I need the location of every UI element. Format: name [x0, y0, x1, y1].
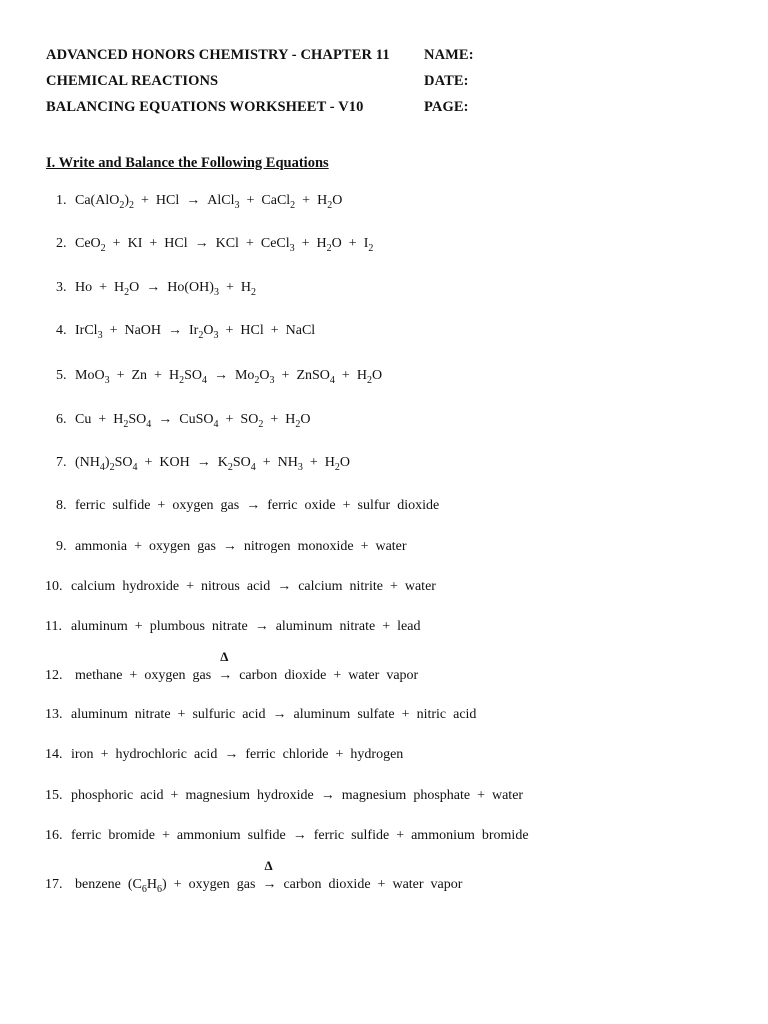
date-label: DATE: — [424, 73, 469, 89]
problem-number: 5. — [56, 368, 67, 383]
equation-text: IrCl$_3$ + NaOH → $Ir_2O_3$ + HCl + NaCl — [75, 323, 316, 341]
problem-item — [45, 618, 420, 636]
problem-number: 9. — [56, 539, 67, 554]
name-label: NAME: — [424, 47, 474, 63]
problem-item — [45, 706, 476, 724]
problem-item — [56, 235, 373, 253]
problem-number: 2. — [56, 236, 67, 251]
problem-item — [45, 746, 403, 764]
equation-text: aluminum nitrate + sulfuric acid → aluminum sulfate + nitric acid — [71, 707, 477, 722]
problem-item — [56, 367, 382, 385]
equation-text: methane + oxygen gas → carbon dioxide + water vapor — [75, 668, 419, 683]
equation-text: calcium hydroxide + nitrous acid → calcium nitrite + water — [71, 579, 436, 594]
section-title: I. Write and Balance the Following Equations — [46, 155, 329, 171]
equation-text: benzene $(C_6H_6)$ + oxygen gas → carbon dioxide + water vapor — [75, 877, 463, 895]
equation-text: $MoO_3 + Zn + H_2SO_4 \to Mo_2O_3$ + ZnSO$_4$ + $H_2O$ — [75, 368, 383, 386]
problem-number: 7. — [56, 455, 67, 470]
problem-item — [45, 787, 523, 805]
problem-number: 14. — [45, 747, 63, 762]
problem-number: 13. — [45, 707, 63, 722]
problem-number: 12. — [45, 668, 63, 683]
equation-text: ferric sulfide + oxygen gas → ferric oxide + sulfur dioxide — [75, 498, 440, 513]
equation-text: $Ca(AlO_2)_2$ + HCl → AlCl$_3$ + CaCl$_2$ + $H_2O$ — [75, 193, 343, 211]
heat-delta-symbol: Δ — [220, 649, 229, 664]
problem-item — [56, 279, 256, 297]
equation-text: CeO$_2$ + KI + HCl → KCl + CeCl$_3$ + $H_2O + I_2$ — [75, 236, 374, 254]
equation-text: aluminum + plumbous nitrate → aluminum nitrate + lead — [71, 619, 421, 634]
equation-text: iron + hydrochloric acid → ferric chloride + hydrogen — [71, 747, 404, 762]
problem-item — [45, 876, 462, 894]
equation-text: ammonia + oxygen gas → nitrogen monoxide + water — [75, 539, 407, 554]
problem-item — [56, 411, 310, 429]
problem-number: 15. — [45, 788, 63, 803]
problem-number: 16. — [45, 828, 63, 843]
problem-item — [56, 322, 315, 340]
header-worksheet-title: BALANCING EQUATIONS WORKSHEET - V10 — [46, 99, 364, 115]
problem-number: 8. — [56, 498, 67, 513]
problem-item — [45, 827, 529, 845]
equation-text: phosphoric acid + magnesium hydroxide → magnesium phosphate + water — [71, 788, 524, 803]
heat-delta-symbol: Δ — [264, 858, 273, 873]
equation-text: $Ho + H_2O \to Ho(OH)_3 + H_2$ — [75, 280, 256, 298]
page-label: PAGE: — [424, 99, 469, 115]
equation-text: ferric bromide + ammonium sulfide → ferric sulfide + ammonium bromide — [71, 828, 529, 843]
problem-number: 3. — [56, 280, 67, 295]
problem-item — [56, 454, 350, 472]
problem-number: 4. — [56, 323, 67, 338]
problem-item — [56, 497, 439, 515]
problem-number: 17. — [45, 877, 63, 892]
problem-number: 11. — [45, 619, 62, 634]
problem-item — [45, 667, 418, 685]
problem-number: 1. — [56, 193, 67, 208]
problem-number: 10. — [45, 579, 63, 594]
problem-number: 6. — [56, 412, 67, 427]
problem-item — [56, 192, 342, 210]
header-course-title: ADVANCED HONORS CHEMISTRY - CHAPTER 11 — [46, 47, 390, 63]
equation-text: $(NH_4)_2SO_4$ + KOH → $K_2SO_4 + NH_3 + H_2O$ — [75, 455, 351, 473]
problem-item — [56, 538, 407, 556]
header-chapter-title: CHEMICAL REACTIONS — [46, 73, 219, 89]
equation-text: $Cu + H_2SO_4$ → CuSO$_4$ + $SO_2 + H_2O$ — [75, 412, 311, 430]
problem-item — [45, 578, 436, 596]
